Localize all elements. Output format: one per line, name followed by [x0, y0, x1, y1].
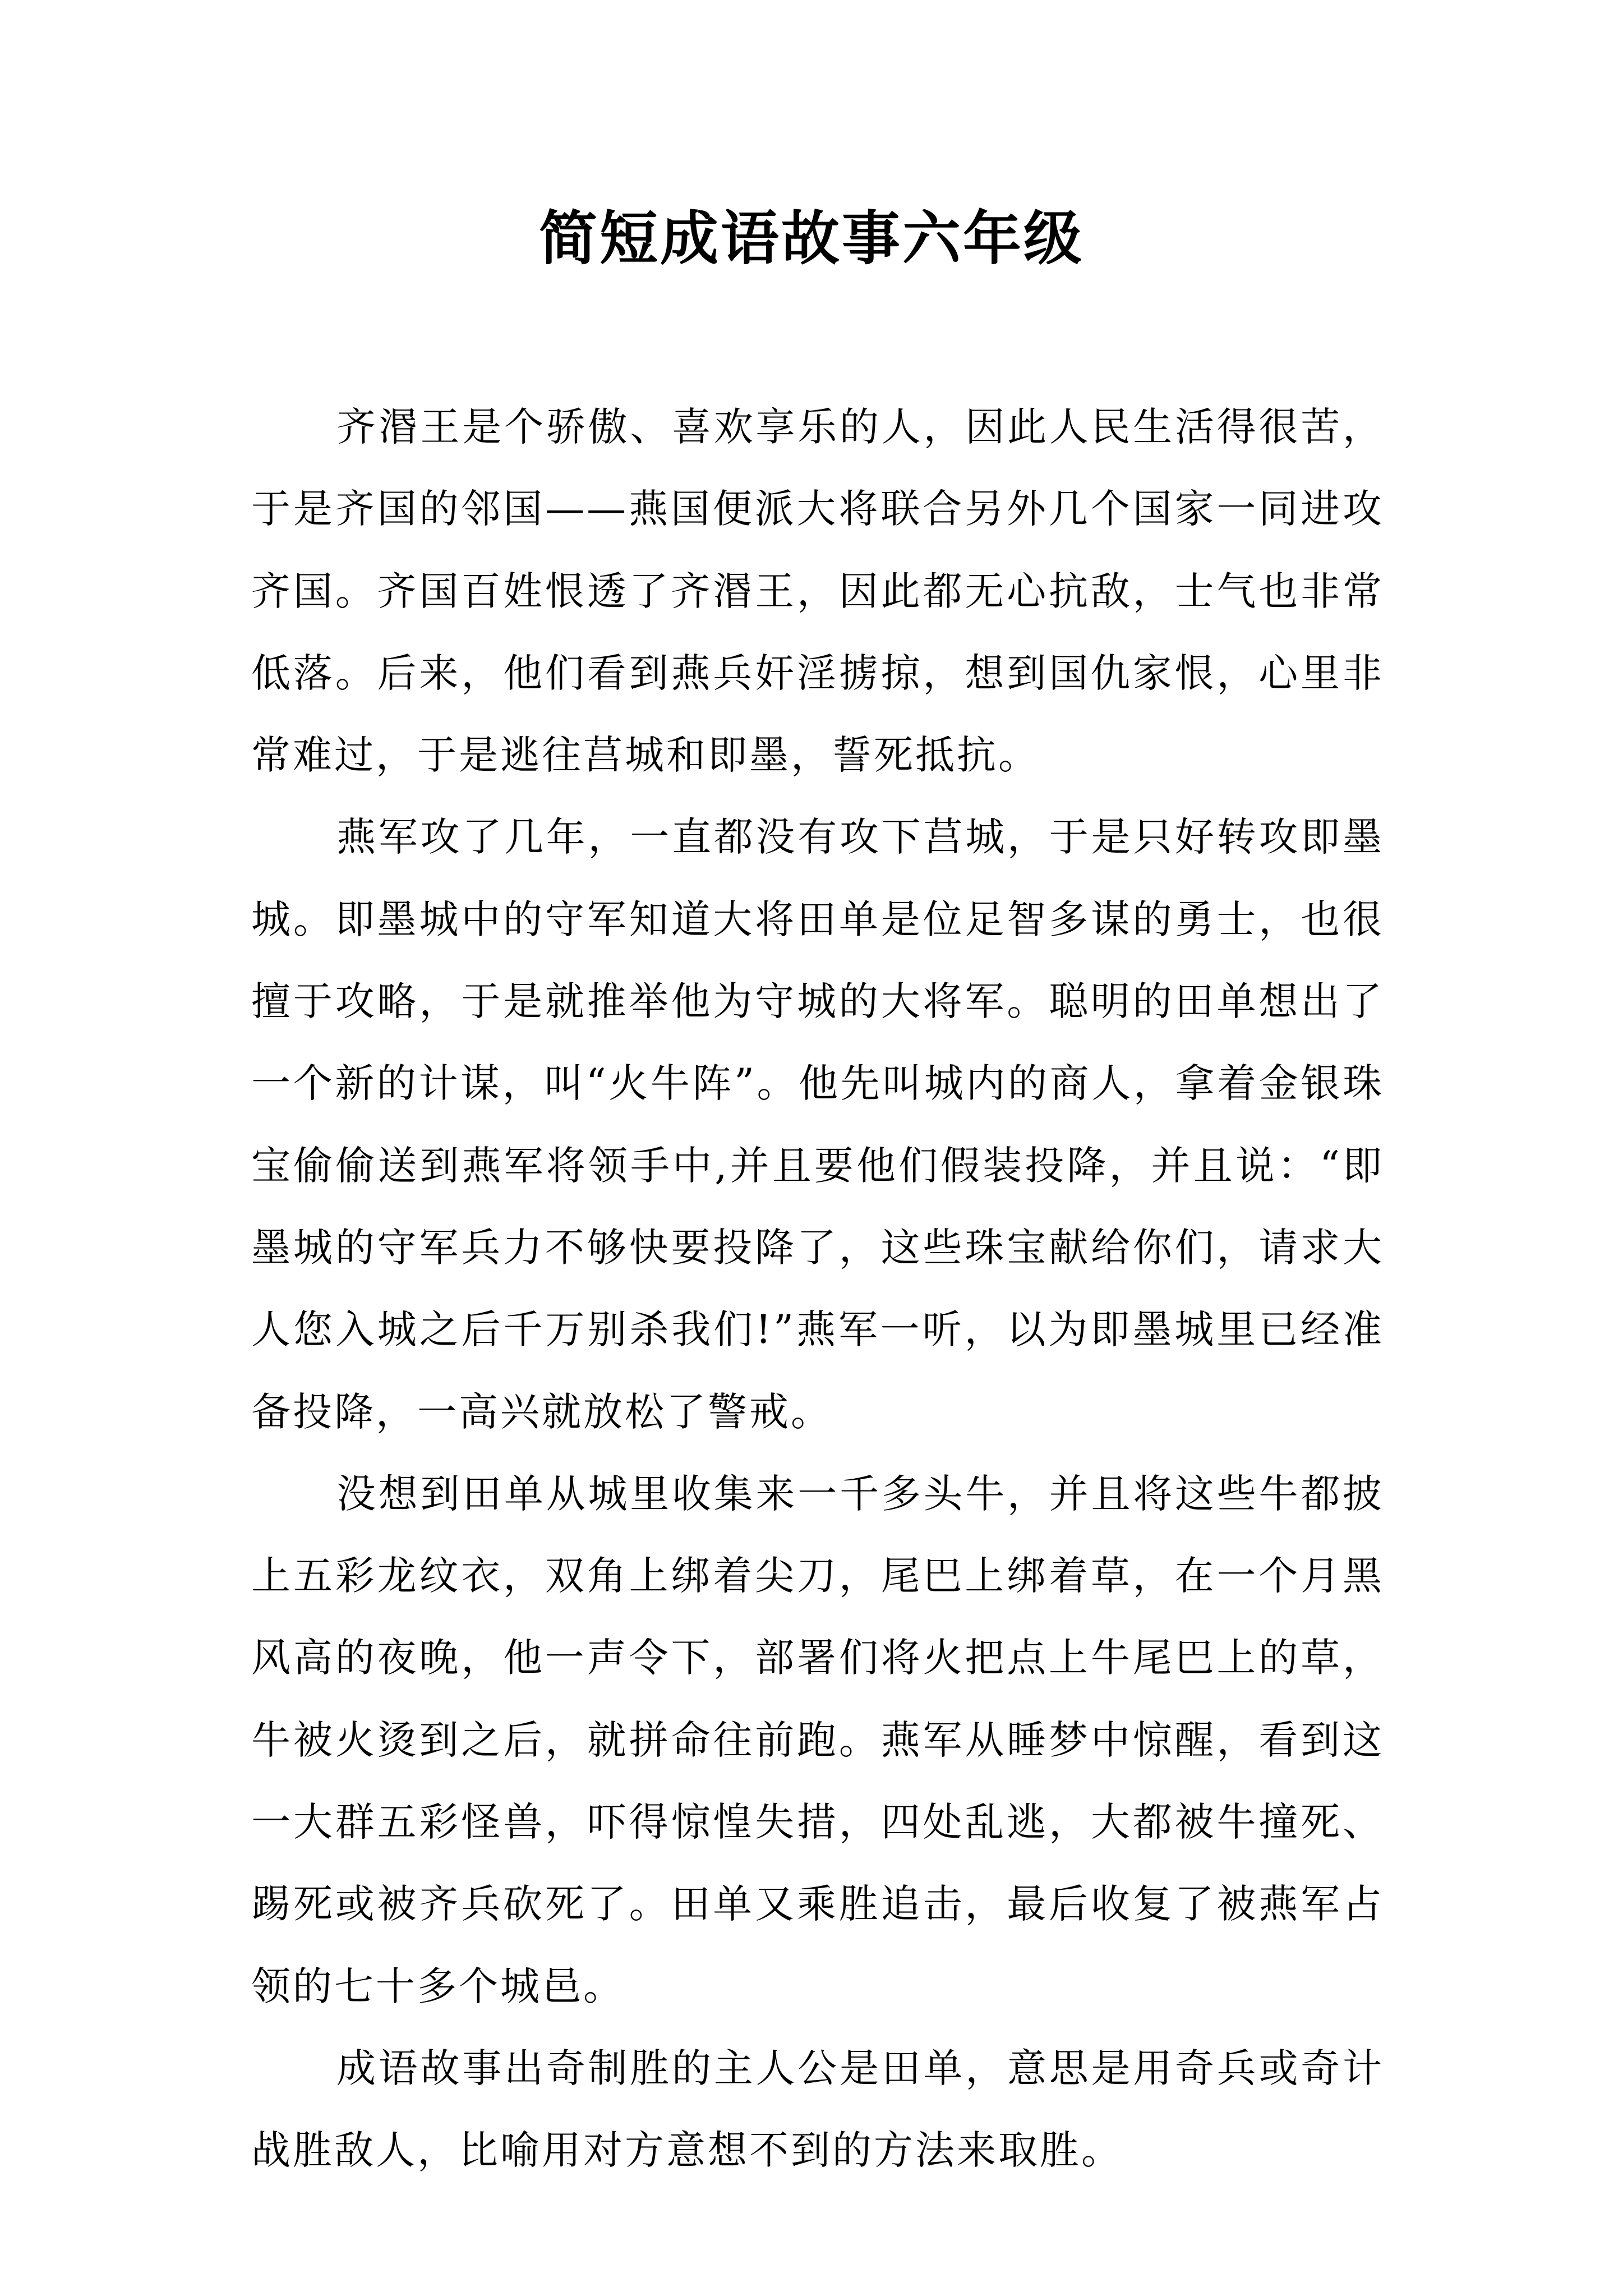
document-body [251, 386, 1384, 2192]
paragraph-2: 燕军攻了几年，一直都没有攻下莒城，于是只好转攻即墨城。即墨城中的守军知道大将田单是位足智多谋的勇士，也很擅于攻略，于是就推举他为守城的大将军。聪明的田单想出了一个新的计谋，叫“火牛阵”。他先叫城内的商人，拿着金银珠宝偷偷送到燕军将领手中,并且要他们假装投降，并且说：“即墨城的守军兵力不够快要投降了，这些珠宝献给你们，请求大人您入城之后千万别杀我们!”燕军一听，以为即墨城里已经准备投降，一高兴就放松了警戒。 [251, 814, 1384, 1435]
paragraph-1: 齐湣王是个骄傲、喜欢享乐的人，因此人民生活得很苦，于是齐国的邻国——燕国便派大将联合另外几个国家一同进攻齐国。齐国百姓恨透了齐湣王，因此都无心抗敌，士气也非常低落。后来，他们看到燕兵奸淫掳掠，想到国仇家恨，心里非常难过，于是逃往莒城和即墨，誓死抵抗。 [251, 404, 1384, 779]
document-title: 简短成语故事六年级 [538, 204, 1084, 273]
paragraph-4: 成语故事出奇制胜的主人公是田单，意思是用奇兵或奇计战胜敌人，比喻用对方意想不到的方法来取胜。 [251, 2045, 1384, 2174]
paragraph-3: 没想到田单从城里收集来一千多头牛，并且将这些牛都披上五彩龙纹衣，双角上绑着尖刀，尾巴上绑着草，在一个月黑风高的夜晚，他一声令下，部署们将火把点上牛尾巴上的草，牛被火烫到之后，就拼命往前跑。燕军从睡梦中惊醒，看到这一大群五彩怪兽，吓得惊惶失措，四处乱逃，大都被牛撞死、踢死或被齐兵砍死了。田单又乘胜追击，最后收复了被燕军占领的七十多个城邑。 [251, 1470, 1384, 2009]
